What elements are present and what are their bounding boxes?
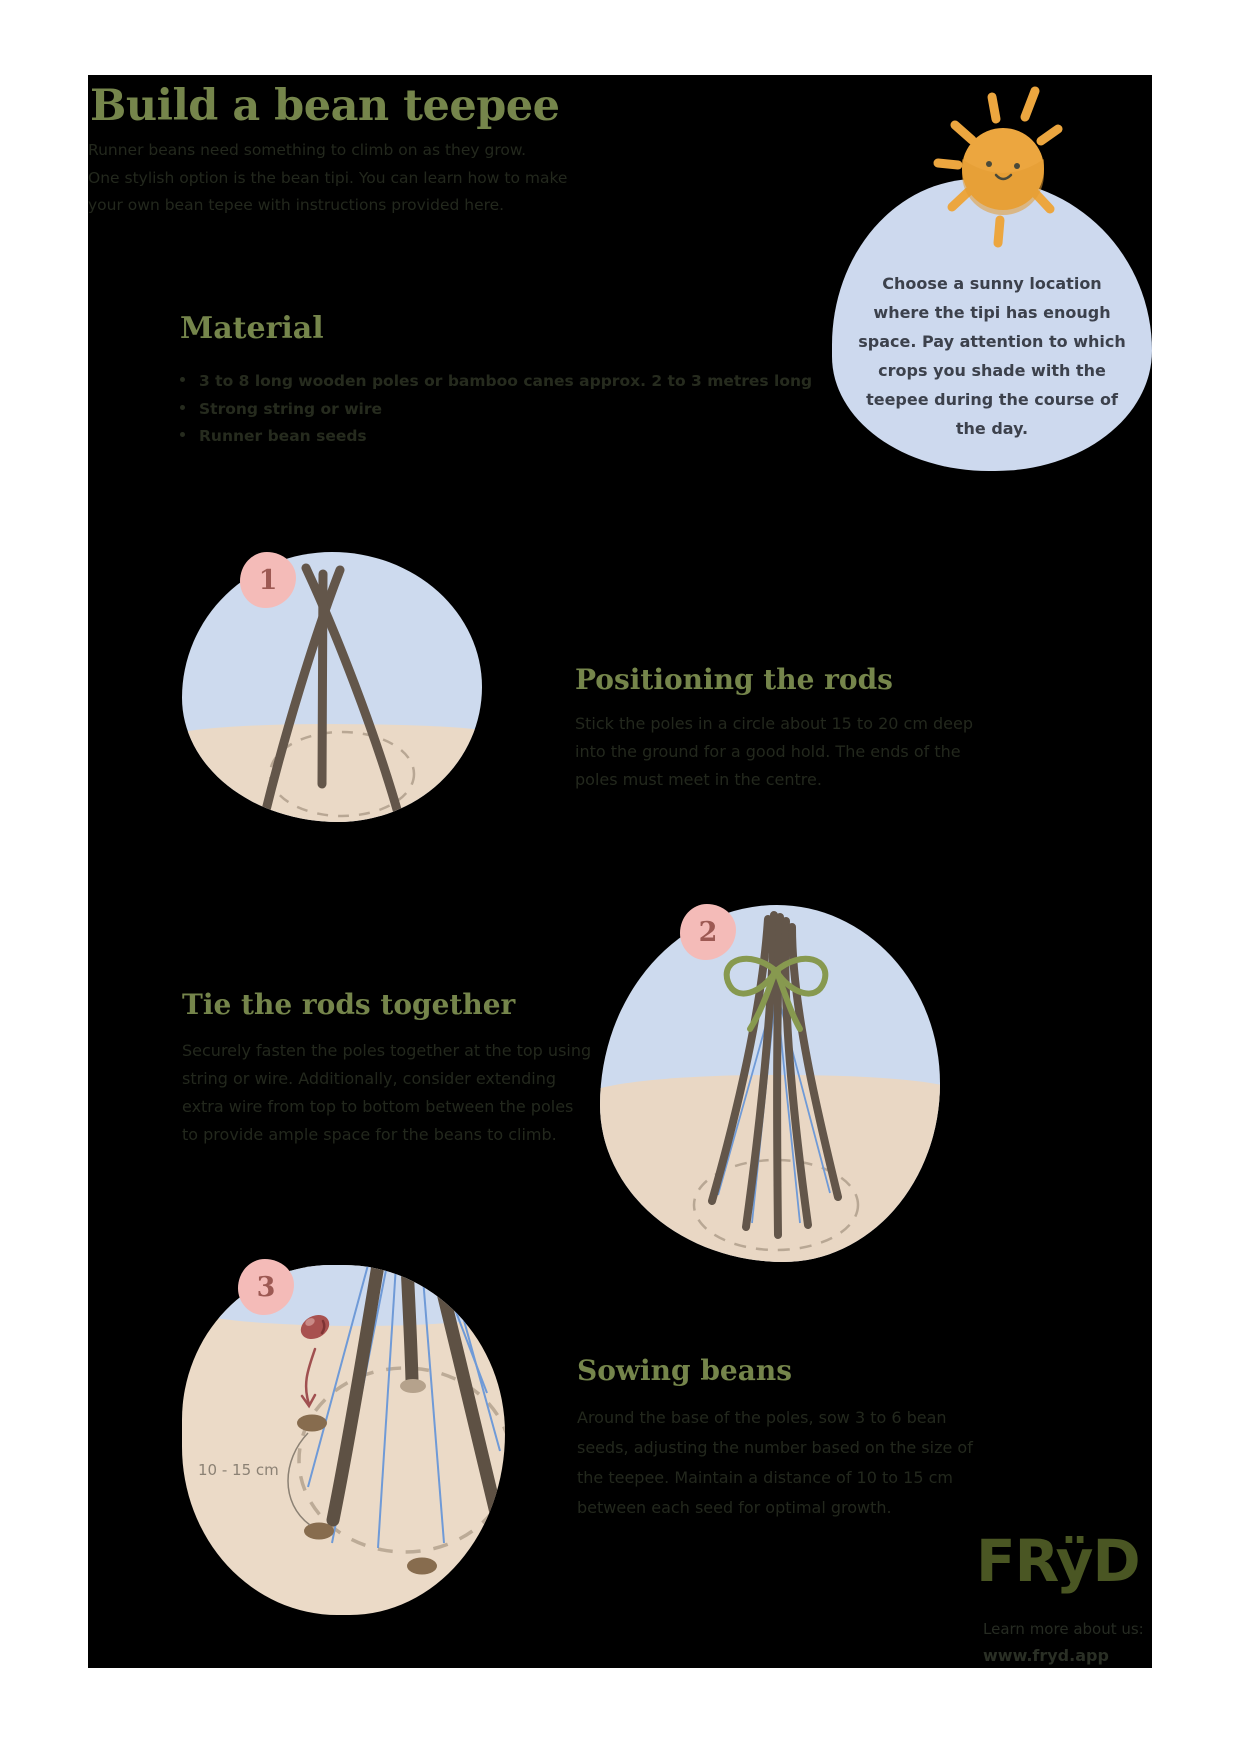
bullet-dot-icon	[180, 432, 185, 437]
badge-number: 2	[698, 916, 718, 948]
step-3-illustration	[182, 1265, 505, 1615]
badge-number: 1	[258, 564, 278, 596]
material-item: Strong string or wire	[180, 396, 812, 424]
step-1-drawing	[182, 552, 482, 822]
bow-knot	[771, 967, 781, 977]
tip-bubble-text: Choose a sunny location where the tipi has enough space. Pay attention to which crops you shade with the teepee during the course of the day.	[858, 274, 1126, 438]
bean-seed-icon	[297, 1310, 334, 1344]
step-2-drawing	[600, 905, 940, 1262]
page-title: Build a bean teepee	[90, 81, 560, 131]
step-2-illustration	[600, 905, 940, 1262]
content-canvas	[88, 75, 1152, 1668]
arrow-down-icon	[302, 1349, 315, 1406]
poles	[265, 568, 400, 820]
website-url: www.fryd.app	[983, 1646, 1109, 1665]
measurement-label: 10 - 15 cm	[198, 1461, 279, 1479]
material-heading: Material	[180, 311, 324, 346]
badge-number: 3	[256, 1271, 276, 1303]
step-3-body: Around the base of the poles, sow 3 to 6 bean seeds, adjusting the number based on the size of the teepee. Maintain a distance of 10 to 15 cm between each seed for optimal growth.	[577, 1408, 973, 1517]
pole-base	[400, 1379, 426, 1393]
step-2-heading: Tie the rods together	[182, 988, 516, 1021]
distance-bracket	[288, 1433, 310, 1525]
bullet-dot-icon	[180, 405, 185, 410]
step-2-body: Securely fasten the poles together at the top using string or wire. Additionally, consider extending extra wire from top to bottom between the poles to provide ample space for the beans to climb.	[182, 1041, 592, 1144]
material-item: Runner bean seeds	[180, 423, 812, 451]
intro-line: One stylish option is the bean tipi. You can learn how to make	[88, 168, 568, 187]
fryd-logo: FRÿD	[976, 1527, 1140, 1595]
step-1-heading: Positioning the rods	[575, 663, 893, 696]
intro-paragraph	[88, 137, 567, 220]
learn-more-label: Learn more about us:	[983, 1620, 1144, 1638]
intro-line: your own bean tepee with instructions provided here.	[88, 196, 505, 214]
step-1-illustration	[182, 552, 482, 822]
intro-line: Runner beans need something to climb on as they grow.	[88, 141, 527, 159]
step-3-drawing	[182, 1265, 505, 1615]
sun-icon	[900, 79, 1110, 264]
material-item: 3 to 8 long wooden poles or bamboo canes approx. 2 to 3 metres long	[180, 368, 812, 396]
step-1-body: Stick the poles in a circle about 15 to 20 cm deep into the ground for a good hold. The ends of the poles must meet in the centre.	[575, 714, 973, 789]
bullet-dot-icon	[180, 377, 185, 382]
material-list	[180, 368, 812, 451]
step-3-heading: Sowing beans	[577, 1354, 792, 1387]
